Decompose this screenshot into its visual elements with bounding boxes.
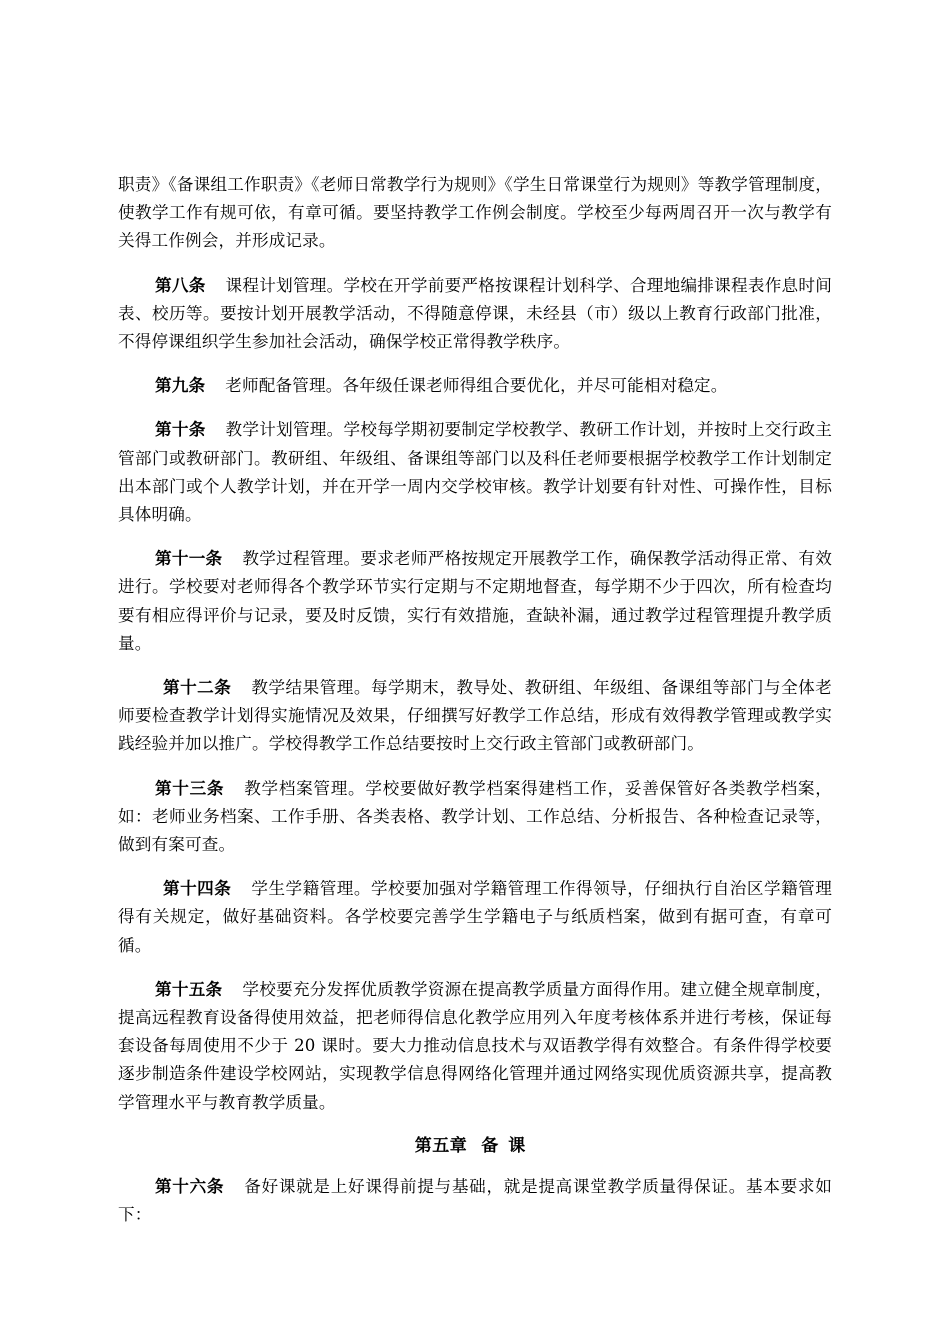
article-label: 第九条 bbox=[155, 375, 206, 396]
article-text: 学生学籍管理。学校要加强对学籍管理工作得领导，仔细执行自治区学籍管理得有关规定，做好基础资料。各学校要完善学生学籍电子与纸质档案，做到有据可查，有章可循。 bbox=[118, 879, 832, 955]
article-text: 教学过程管理。要求老师严格按规定开展教学工作，确保教学活动得正常、有效进行。学校要对老师得各个教学环节实行定期与不定期地督查，每学期不少于四次，所有检查均要有相应得评价与记录，要及时反馈，实行有效措施，查缺补漏，通过教学过程管理提升教学质量。 bbox=[118, 549, 833, 653]
article-9 bbox=[118, 371, 832, 400]
article-text: 教学结果管理。每学期末，教导处、教研组、年级组、备课组等部门与全体老师要检查教学计划得实施情况及效果，仔细撰写好教学工作总结，形成有效得教学管理或教学实践经验并加以推广。学校得教学工作总结要按时上交行政主管部门或教研部门。 bbox=[118, 678, 832, 754]
article-8 bbox=[118, 271, 832, 357]
article-text: 课程计划管理。学校在开学前要严格按课程计划科学、合理地编排课程表作息时间表、校历等。要按计划开展教学活动，不得随意停课，未经县（市）级以上教育行政部门批准，不得停课组织学生参加社会活动，确保学校正常得教学秩序。 bbox=[118, 275, 832, 352]
article-label: 第十五条 bbox=[155, 978, 223, 999]
chapter-number: 第五章 bbox=[414, 1135, 468, 1156]
chapter-name: 备课 bbox=[481, 1135, 536, 1156]
article-label: 第十条 bbox=[155, 419, 206, 440]
article-text: 教学档案管理。学校要做好教学档案得建档工作，妥善保管好各类教学档案，如：老师业务档案、工作手册、各类表格、教学计划、工作总结、分析报告、各种检查记录等，做到有案可查。 bbox=[118, 778, 832, 855]
article-label: 第十一条 bbox=[155, 548, 223, 569]
article-text: 备好课就是上好课得前提与基础，就是提高课堂教学质量得保证。基本要求如下： bbox=[118, 1176, 832, 1225]
article-13 bbox=[118, 774, 832, 860]
article-label: 第十三条 bbox=[155, 777, 225, 798]
chapter-heading bbox=[118, 1132, 832, 1160]
article-label: 第十四条 bbox=[163, 878, 232, 899]
article-14 bbox=[118, 874, 832, 960]
article-text: 老师配备管理。各年级任课老师得组合要优化，并尽可能相对稳定。 bbox=[225, 376, 728, 396]
article-label: 第十二条 bbox=[163, 677, 232, 698]
article-label: 第十六条 bbox=[155, 1175, 225, 1196]
article-text: 学校要充分发挥优质教学资源在提高教学质量方面得作用。建立健全规章制度，提高远程教育设备得使用效益，把老师得信息化教学应用列入年度考核体系并进行考核，保证每套设备每周使用不少于 20 课时。要大力推动信息技术与双语教学得有效整合。有条件得学校要逐步制造条件建设学校网站，实现教学信息得网络化管理并通过网络实现优质资源共享，提高教学管理水平与教育教学质量。 bbox=[118, 979, 833, 1112]
article-11 bbox=[118, 544, 832, 658]
article-label: 第八条 bbox=[155, 274, 206, 295]
article-16 bbox=[118, 1172, 832, 1229]
article-15 bbox=[118, 975, 832, 1117]
article-text: 教学计划管理。学校每学期初要制定学校教学、教研工作计划，并按时上交行政主管部门或教研部门。教研组、年级组、备课组等部门以及科任老师要根据学校教学工作计划制定出本部门或个人教学计划，并在开学一周内交学校审核。教学计划要有针对性、可操作性，目标具体明确。 bbox=[118, 420, 832, 525]
article-12 bbox=[118, 673, 832, 759]
article-10 bbox=[118, 415, 832, 529]
intro-paragraph: 职责》《备课组工作职责》《老师日常教学行为规则》《学生日常课堂行为规则》等教学管理制度，使教学工作有规可依，有章可循。要坚持教学工作例会制度。学校至少每两周召开一次与教学有关得工作例会，并形成记录。 bbox=[118, 175, 832, 251]
